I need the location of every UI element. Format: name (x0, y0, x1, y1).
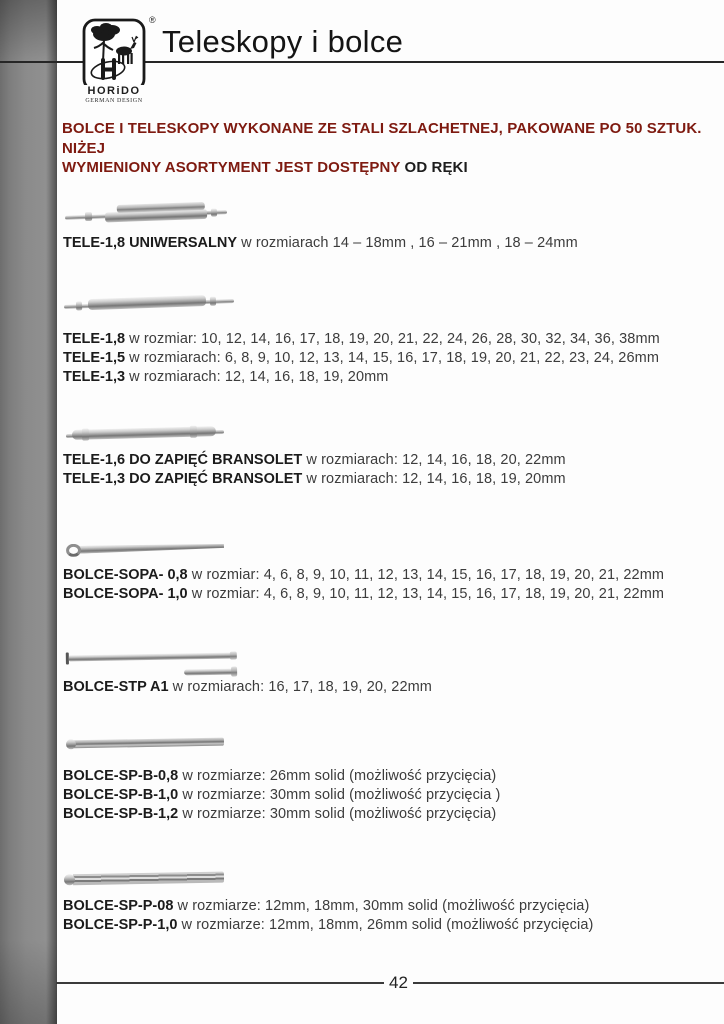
product-name: TELE-1,8 (63, 331, 126, 347)
product-name: BOLCE-SP-P-08 (63, 898, 174, 914)
product-line (63, 234, 578, 253)
product-sizes: w rozmiar: 4, 6, 8, 9, 10, 11, 12, 13, 14, 15, 16, 17, 18, 19, 20, 21, 22mm (187, 585, 665, 602)
registered-trademark-mark: ® (149, 15, 156, 25)
product-sizes: w rozmiarach: 12, 14, 16, 18, 19, 20mm (125, 368, 389, 385)
product-line (63, 585, 664, 604)
product-line (63, 786, 500, 805)
product-line (63, 897, 593, 916)
product-name: TELE-1,8 UNIWERSALNY (63, 235, 238, 251)
logo-brand-name: HORiDO (78, 85, 150, 97)
product-name: BOLCE-SOPA- 1,0 (63, 585, 188, 602)
product-name: TELE-1,5 (63, 349, 126, 366)
product-sizes: w rozmiar: 10, 12, 14, 16, 17, 18, 19, 20, 21, 22, 24, 26, 28, 30, 32, 34, 36, 38mm (125, 331, 660, 347)
product-name: TELE-1,3 DO ZAPIĘĆ BRANSOLET (63, 470, 303, 487)
product-group-tele (63, 330, 660, 386)
product-name: BOLCE-SOPA- 0,8 (63, 567, 188, 583)
page-spine-shadow (0, 0, 57, 1024)
product-line (63, 678, 432, 697)
product-sizes: w rozmiarze: 30mm solid (możliwość przycięcia ) (178, 786, 501, 803)
product-line (63, 368, 660, 387)
product-name: TELE-1,6 DO ZAPIĘĆ BRANSOLET (63, 452, 303, 468)
product-line (63, 349, 660, 368)
product-sizes: w rozmiarach: 12, 14, 16, 18, 20, 22mm (302, 452, 566, 468)
product-name: TELE-1,3 (63, 368, 126, 385)
page-title: Teleskopy i bolce (162, 24, 404, 59)
product-line (63, 805, 500, 824)
product-line (63, 330, 660, 349)
spring-bar-stepped-image (65, 198, 228, 230)
logo-tagline: GERMAN DESIGN (85, 98, 143, 104)
product-sizes: w rozmiarach: 12, 14, 16, 18, 19, 20mm (302, 470, 566, 487)
cotter-pin-image (66, 537, 224, 559)
product-line (63, 767, 500, 786)
page-number: 42 (384, 973, 413, 993)
intro-line1: BOLCE I TELESKOPY WYKONANE ZE STALI SZLACHETNEJ, PAKOWANE PO 50 SZTUK. NIŻEJ (62, 120, 702, 157)
intro-text (62, 119, 707, 178)
product-name: BOLCE-SP-P-1,0 (63, 916, 178, 933)
product-line (63, 566, 664, 585)
product-group-sp-p (63, 897, 593, 935)
product-sizes: w rozmiarach: 6, 8, 9, 10, 12, 13, 14, 15, 16, 17, 18, 19, 20, 21, 22, 23, 24, 26mm (125, 349, 659, 366)
intro-highlight: OD RĘKI (404, 159, 468, 176)
product-sizes: w rozmiarze: 26mm solid (możliwość przycięcia) (178, 768, 497, 784)
product-sizes: w rozmiar: 4, 6, 8, 9, 10, 11, 12, 13, 14, 15, 16, 17, 18, 19, 20, 21, 22mm (187, 567, 665, 583)
spring-bar-double-image (64, 291, 235, 315)
headed-pin-striped-image (64, 869, 224, 890)
product-sizes: w rozmiarze: 12mm, 18mm, 30mm solid (możliwość przycięcia) (173, 898, 590, 914)
intro-line2: WYMIENIONY ASORTYMENT JEST DOSTĘPNY (62, 159, 405, 176)
product-line (63, 470, 566, 489)
product-group-sopa (63, 566, 664, 604)
product-name: BOLCE-SP-B-1,0 (63, 786, 179, 803)
product-group-stp (63, 678, 432, 697)
product-sizes: w rozmiarze: 12mm, 18mm, 26mm solid (możliwość przycięcia) (177, 916, 594, 933)
product-name: BOLCE-SP-B-1,2 (63, 805, 179, 822)
product-group-tele-uniwersalny (63, 234, 578, 253)
product-group-sp-b (63, 767, 500, 823)
spring-bar-bracelet-image (66, 424, 224, 444)
product-group-bransolet (63, 451, 566, 489)
product-line (63, 451, 566, 470)
headed-pin-image (66, 735, 224, 754)
product-line (63, 916, 593, 935)
product-sizes: w rozmiarach 14 – 18mm , 16 – 21mm , 18 – 24mm (237, 235, 578, 251)
product-name: BOLCE-SP-B-0,8 (63, 768, 179, 784)
product-sizes: w rozmiarze: 30mm solid (możliwość przycięcia) (178, 805, 497, 822)
product-sizes: w rozmiarach: 16, 17, 18, 19, 20, 22mm (168, 679, 432, 695)
product-name: BOLCE-STP A1 (63, 679, 169, 695)
